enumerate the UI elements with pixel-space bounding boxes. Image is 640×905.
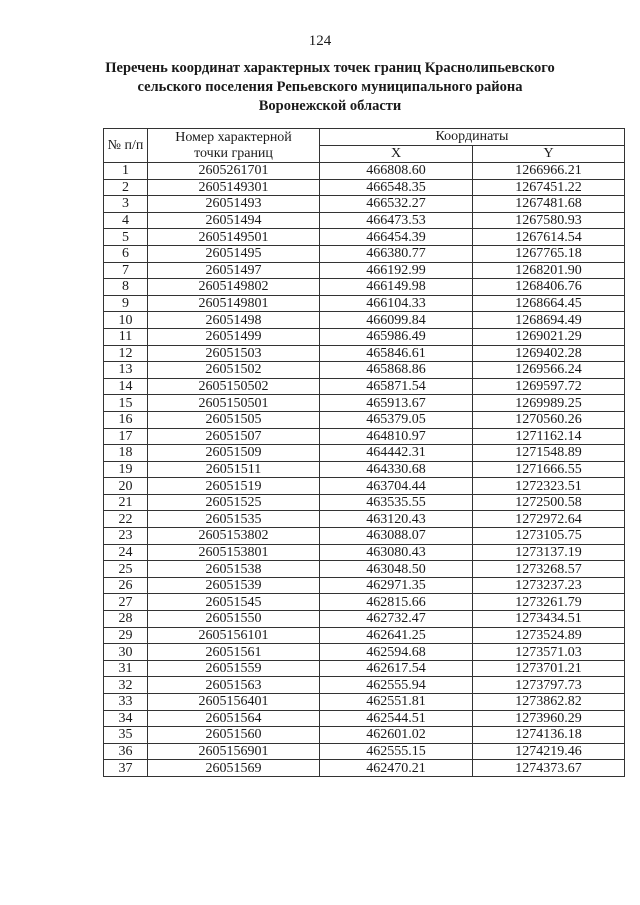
table-row	[104, 428, 625, 445]
y-coordinate-cell: 1267481.68	[473, 196, 625, 213]
x-coordinate-cell: 463535.55	[320, 494, 473, 511]
row-number-cell: 37	[104, 760, 148, 777]
y-coordinate-cell: 1272323.51	[473, 478, 625, 495]
point-code-cell: 26051494	[148, 212, 320, 229]
y-coordinate-cell: 1269597.72	[473, 378, 625, 395]
x-coordinate-cell: 462555.15	[320, 743, 473, 760]
point-code-cell: 2605150501	[148, 395, 320, 412]
point-code-cell: 2605156401	[148, 694, 320, 711]
point-code-cell: 2605156101	[148, 627, 320, 644]
y-coordinate-cell: 1267765.18	[473, 245, 625, 262]
point-code-cell: 26051538	[148, 561, 320, 578]
table-body	[104, 163, 625, 777]
x-coordinate-cell: 462594.68	[320, 644, 473, 661]
x-coordinate-cell: 465913.67	[320, 395, 473, 412]
row-number-cell: 15	[104, 395, 148, 412]
x-coordinate-cell: 466548.35	[320, 179, 473, 196]
table-row	[104, 445, 625, 462]
x-coordinate-cell: 466473.53	[320, 212, 473, 229]
point-code-cell: 26051505	[148, 411, 320, 428]
row-number-cell: 17	[104, 428, 148, 445]
row-number-cell: 4	[104, 212, 148, 229]
y-coordinate-cell: 1273105.75	[473, 528, 625, 545]
x-coordinate-cell: 466380.77	[320, 245, 473, 262]
row-number-cell: 21	[104, 494, 148, 511]
y-coordinate-cell: 1273434.51	[473, 611, 625, 628]
row-number-cell: 32	[104, 677, 148, 694]
table-row	[104, 212, 625, 229]
row-number-cell: 30	[104, 644, 148, 661]
point-code-cell: 26051493	[148, 196, 320, 213]
table-row	[104, 594, 625, 611]
x-coordinate-cell: 462641.25	[320, 627, 473, 644]
y-coordinate-cell: 1271666.55	[473, 461, 625, 478]
point-code-cell: 2605153802	[148, 528, 320, 545]
title-line: Перечень координат характерных точек границ Краснолипьевского	[105, 60, 555, 76]
y-coordinate-cell: 1271548.89	[473, 445, 625, 462]
point-code-cell: 26051502	[148, 362, 320, 379]
x-coordinate-cell: 462601.02	[320, 727, 473, 744]
header-x: X	[320, 146, 473, 163]
row-number-cell: 8	[104, 279, 148, 296]
table-row	[104, 694, 625, 711]
x-coordinate-cell: 462544.51	[320, 710, 473, 727]
x-coordinate-cell: 462555.94	[320, 677, 473, 694]
table-row	[104, 378, 625, 395]
title-line: сельского поселения Репьевского муниципального района	[137, 79, 523, 95]
x-coordinate-cell: 462971.35	[320, 577, 473, 594]
table-row	[104, 262, 625, 279]
y-coordinate-cell: 1271162.14	[473, 428, 625, 445]
table-row	[104, 627, 625, 644]
page-number: 124	[308, 33, 332, 49]
table-row	[104, 710, 625, 727]
point-code-cell: 2605261701	[148, 163, 320, 180]
point-code-cell: 26051569	[148, 760, 320, 777]
table-row	[104, 660, 625, 677]
table-row	[104, 312, 625, 329]
row-number-cell: 10	[104, 312, 148, 329]
x-coordinate-cell: 462617.54	[320, 660, 473, 677]
point-code-cell: 26051539	[148, 577, 320, 594]
x-coordinate-cell: 462732.47	[320, 611, 473, 628]
y-coordinate-cell: 1273862.82	[473, 694, 625, 711]
point-code-cell: 2605149301	[148, 179, 320, 196]
y-coordinate-cell: 1268694.49	[473, 312, 625, 329]
point-code-cell: 26051564	[148, 710, 320, 727]
table-row	[104, 411, 625, 428]
x-coordinate-cell: 463120.43	[320, 511, 473, 528]
x-coordinate-cell: 462470.21	[320, 760, 473, 777]
y-coordinate-cell: 1269989.25	[473, 395, 625, 412]
y-coordinate-cell: 1274373.67	[473, 760, 625, 777]
table-row	[104, 163, 625, 180]
table-row	[104, 544, 625, 561]
x-coordinate-cell: 466532.27	[320, 196, 473, 213]
row-number-cell: 33	[104, 694, 148, 711]
row-number-cell: 34	[104, 710, 148, 727]
y-coordinate-cell: 1274219.46	[473, 743, 625, 760]
table-row	[104, 644, 625, 661]
table-row	[104, 245, 625, 262]
y-coordinate-cell: 1273701.21	[473, 660, 625, 677]
table-row	[104, 362, 625, 379]
document-title	[60, 59, 600, 116]
point-code-cell: 2605149501	[148, 229, 320, 246]
row-number-cell: 3	[104, 196, 148, 213]
point-code-cell: 26051550	[148, 611, 320, 628]
point-code-cell: 26051511	[148, 461, 320, 478]
row-number-cell: 6	[104, 245, 148, 262]
y-coordinate-cell: 1273268.57	[473, 561, 625, 578]
y-coordinate-cell: 1267614.54	[473, 229, 625, 246]
row-number-cell: 14	[104, 378, 148, 395]
y-coordinate-cell: 1268201.90	[473, 262, 625, 279]
table-row	[104, 511, 625, 528]
x-coordinate-cell: 463048.50	[320, 561, 473, 578]
x-coordinate-cell: 464330.68	[320, 461, 473, 478]
row-number-cell: 35	[104, 727, 148, 744]
row-number-cell: 16	[104, 411, 148, 428]
row-number-cell: 5	[104, 229, 148, 246]
table-row	[104, 279, 625, 296]
x-coordinate-cell: 465871.54	[320, 378, 473, 395]
header-code: Номер характерной точки границ	[148, 129, 320, 163]
y-coordinate-cell: 1273571.03	[473, 644, 625, 661]
table-row	[104, 395, 625, 412]
y-coordinate-cell: 1266966.21	[473, 163, 625, 180]
x-coordinate-cell: 463704.44	[320, 478, 473, 495]
y-coordinate-cell: 1267451.22	[473, 179, 625, 196]
y-coordinate-cell: 1273137.19	[473, 544, 625, 561]
table-row	[104, 611, 625, 628]
table-row	[104, 727, 625, 744]
table-row	[104, 179, 625, 196]
table-row	[104, 345, 625, 362]
point-code-cell: 26051559	[148, 660, 320, 677]
x-coordinate-cell: 463088.07	[320, 528, 473, 545]
y-coordinate-cell: 1273261.79	[473, 594, 625, 611]
row-number-cell: 19	[104, 461, 148, 478]
row-number-cell: 26	[104, 577, 148, 594]
table-row	[104, 328, 625, 345]
x-coordinate-cell: 466099.84	[320, 312, 473, 329]
y-coordinate-cell: 1267580.93	[473, 212, 625, 229]
table-row	[104, 528, 625, 545]
x-coordinate-cell: 464442.31	[320, 445, 473, 462]
row-number-cell: 28	[104, 611, 148, 628]
point-code-cell: 26051561	[148, 644, 320, 661]
point-code-cell: 26051545	[148, 594, 320, 611]
row-number-cell: 27	[104, 594, 148, 611]
point-code-cell: 26051503	[148, 345, 320, 362]
row-number-cell: 12	[104, 345, 148, 362]
point-code-cell: 26051563	[148, 677, 320, 694]
x-coordinate-cell: 465379.05	[320, 411, 473, 428]
x-coordinate-cell: 466192.99	[320, 262, 473, 279]
table-row	[104, 760, 625, 777]
x-coordinate-cell: 466808.60	[320, 163, 473, 180]
row-number-cell: 13	[104, 362, 148, 379]
row-number-cell: 23	[104, 528, 148, 545]
table-row	[104, 743, 625, 760]
x-coordinate-cell: 465868.86	[320, 362, 473, 379]
point-code-cell: 26051497	[148, 262, 320, 279]
row-number-cell: 31	[104, 660, 148, 677]
table-row	[104, 677, 625, 694]
point-code-cell: 26051495	[148, 245, 320, 262]
row-number-cell: 29	[104, 627, 148, 644]
x-coordinate-cell: 462815.66	[320, 594, 473, 611]
table-row	[104, 577, 625, 594]
table-header	[104, 129, 625, 163]
table-row	[104, 196, 625, 213]
table-row	[104, 561, 625, 578]
point-code-cell: 2605149802	[148, 279, 320, 296]
y-coordinate-cell: 1268406.76	[473, 279, 625, 296]
header-y: Y	[473, 146, 625, 163]
point-code-cell: 26051525	[148, 494, 320, 511]
y-coordinate-cell: 1269021.29	[473, 328, 625, 345]
point-code-cell: 26051498	[148, 312, 320, 329]
point-code-cell: 26051499	[148, 328, 320, 345]
point-code-cell: 2605149801	[148, 295, 320, 312]
point-code-cell: 2605153801	[148, 544, 320, 561]
row-number-cell: 7	[104, 262, 148, 279]
header-num: № п/п	[104, 129, 148, 163]
point-code-cell: 2605150502	[148, 378, 320, 395]
row-number-cell: 20	[104, 478, 148, 495]
x-coordinate-cell: 465846.61	[320, 345, 473, 362]
y-coordinate-cell: 1273237.23	[473, 577, 625, 594]
point-code-cell: 26051560	[148, 727, 320, 744]
y-coordinate-cell: 1273524.89	[473, 627, 625, 644]
row-number-cell: 9	[104, 295, 148, 312]
table-row	[104, 295, 625, 312]
y-coordinate-cell: 1272500.58	[473, 494, 625, 511]
table-row	[104, 229, 625, 246]
coordinates-table	[103, 128, 625, 777]
row-number-cell: 11	[104, 328, 148, 345]
x-coordinate-cell: 464810.97	[320, 428, 473, 445]
row-number-cell: 18	[104, 445, 148, 462]
table-row	[104, 478, 625, 495]
row-number-cell: 1	[104, 163, 148, 180]
x-coordinate-cell: 465986.49	[320, 328, 473, 345]
y-coordinate-cell: 1268664.45	[473, 295, 625, 312]
point-code-cell: 2605156901	[148, 743, 320, 760]
x-coordinate-cell: 466454.39	[320, 229, 473, 246]
x-coordinate-cell: 463080.43	[320, 544, 473, 561]
y-coordinate-cell: 1270560.26	[473, 411, 625, 428]
point-code-cell: 26051535	[148, 511, 320, 528]
y-coordinate-cell: 1272972.64	[473, 511, 625, 528]
y-coordinate-cell: 1274136.18	[473, 727, 625, 744]
row-number-cell: 2	[104, 179, 148, 196]
point-code-cell: 26051519	[148, 478, 320, 495]
title-line: Воронежской области	[258, 98, 402, 114]
row-number-cell: 24	[104, 544, 148, 561]
row-number-cell: 36	[104, 743, 148, 760]
table-row	[104, 461, 625, 478]
y-coordinate-cell: 1273797.73	[473, 677, 625, 694]
y-coordinate-cell: 1269402.28	[473, 345, 625, 362]
row-number-cell: 22	[104, 511, 148, 528]
table-row	[104, 494, 625, 511]
x-coordinate-cell: 466104.33	[320, 295, 473, 312]
header-coords: Координаты	[320, 129, 625, 146]
point-code-cell: 26051507	[148, 428, 320, 445]
x-coordinate-cell: 462551.81	[320, 694, 473, 711]
x-coordinate-cell: 466149.98	[320, 279, 473, 296]
y-coordinate-cell: 1273960.29	[473, 710, 625, 727]
point-code-cell: 26051509	[148, 445, 320, 462]
row-number-cell: 25	[104, 561, 148, 578]
y-coordinate-cell: 1269566.24	[473, 362, 625, 379]
